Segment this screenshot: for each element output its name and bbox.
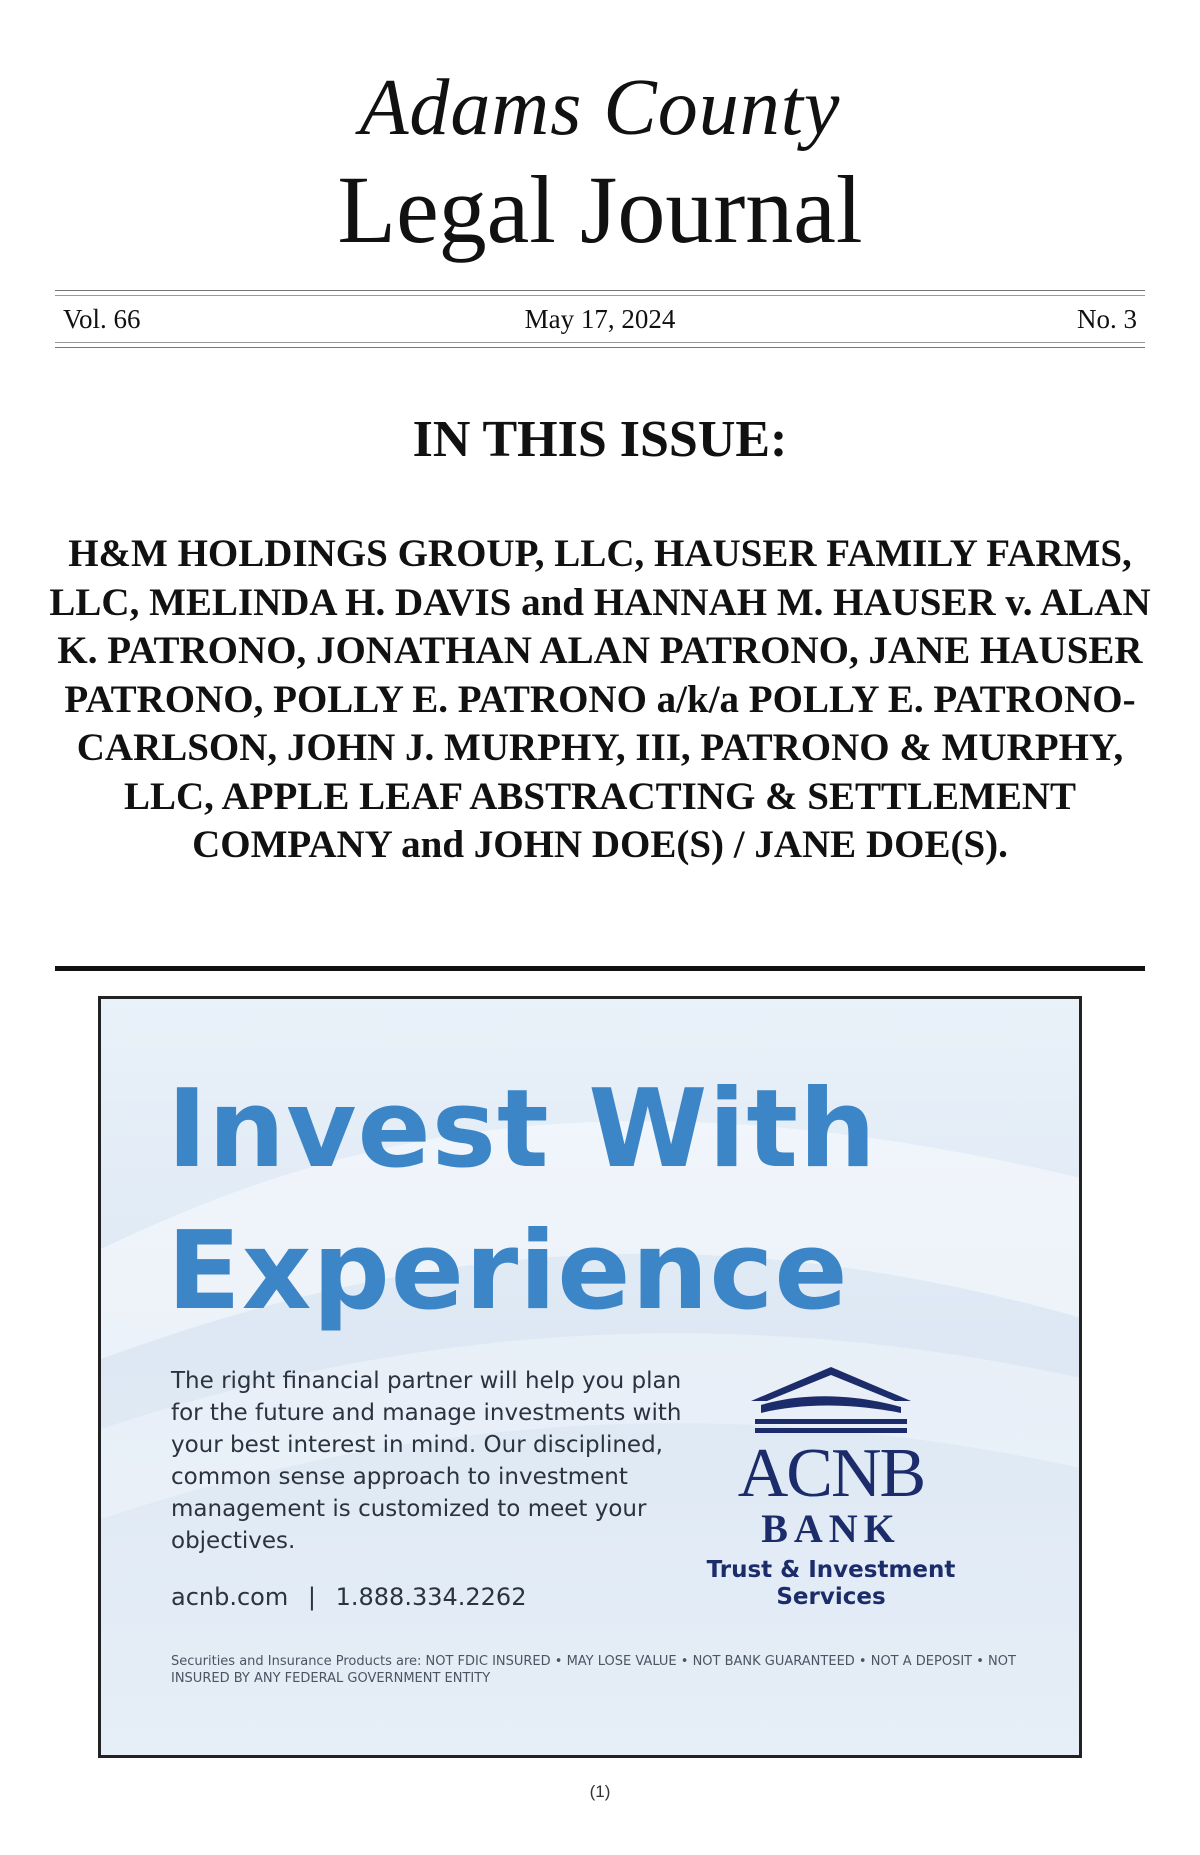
page-number: (1) xyxy=(589,1782,611,1801)
divider-rule xyxy=(55,966,1145,971)
ad-headline-line2: Experience xyxy=(167,1209,849,1334)
masthead-title-line1: Adams County xyxy=(359,64,841,152)
masthead xyxy=(0,62,1200,262)
ad-headline-line1: Invest With xyxy=(167,1067,877,1192)
ad-body-text: The right financial partner will help you plan for the future and manage investments with your best interest in mind. Our disciplined, common sense approach to investment management is customized to meet your objectives. xyxy=(171,1368,682,1554)
logo-tagline-line1: Trust & Investment xyxy=(706,1557,956,1583)
section-heading: IN THIS ISSUE: xyxy=(412,411,788,468)
logo-bank: BANK xyxy=(761,1506,901,1551)
ad-contact-line xyxy=(171,1582,526,1612)
logo-tagline-line2: Services xyxy=(776,1584,886,1610)
issue-info-bar xyxy=(55,290,1145,348)
contact-separator: | xyxy=(307,1583,316,1611)
case-title: H&M HOLDINGS GROUP, LLC, HAUSER FAMILY FARMS, LLC, MELINDA H. DAVIS and HANNAH M. HAUSER v. ALAN K. PATRONO, JONATHAN ALAN PATRONO, JANE HAUSER PATRONO, POLLY E. PATRONO a/k/a POLLY E. PATRONO-CARLSON, JOHN J. MURPHY, III, PATRONO & MURPHY, LLC, APPLE LEAF ABSTRACTING & SETTLEMENT COMPANY and JOHN DOE(S) / JANE DOE(S). xyxy=(49,532,1151,866)
masthead-title-line2: Legal Journal xyxy=(337,156,863,263)
volume-label: Vol. 66 xyxy=(63,304,141,334)
logo-tagline xyxy=(701,1557,961,1611)
logo-name: ACNB xyxy=(737,1435,925,1512)
issue-date: May 17, 2024 xyxy=(524,304,676,334)
ad-disclaimer: Securities and Insurance Products are: NOT FDIC INSURED • MAY LOSE VALUE • NOT BANK GUARANTEED • NOT A DEPOSIT • NOT INSURED BY ANY FEDERAL GOVERNMENT ENTITY xyxy=(171,1654,1016,1686)
ad-phone: 1.888.334.2262 xyxy=(335,1583,527,1611)
ad-headline xyxy=(167,1059,1047,1343)
acnb-roof-logo-icon xyxy=(741,1363,921,1437)
ad-website: acnb.com xyxy=(171,1583,289,1611)
advertisement xyxy=(98,996,1082,1758)
issue-number: No. 3 xyxy=(1077,304,1137,334)
acnb-logo xyxy=(701,1363,961,1611)
